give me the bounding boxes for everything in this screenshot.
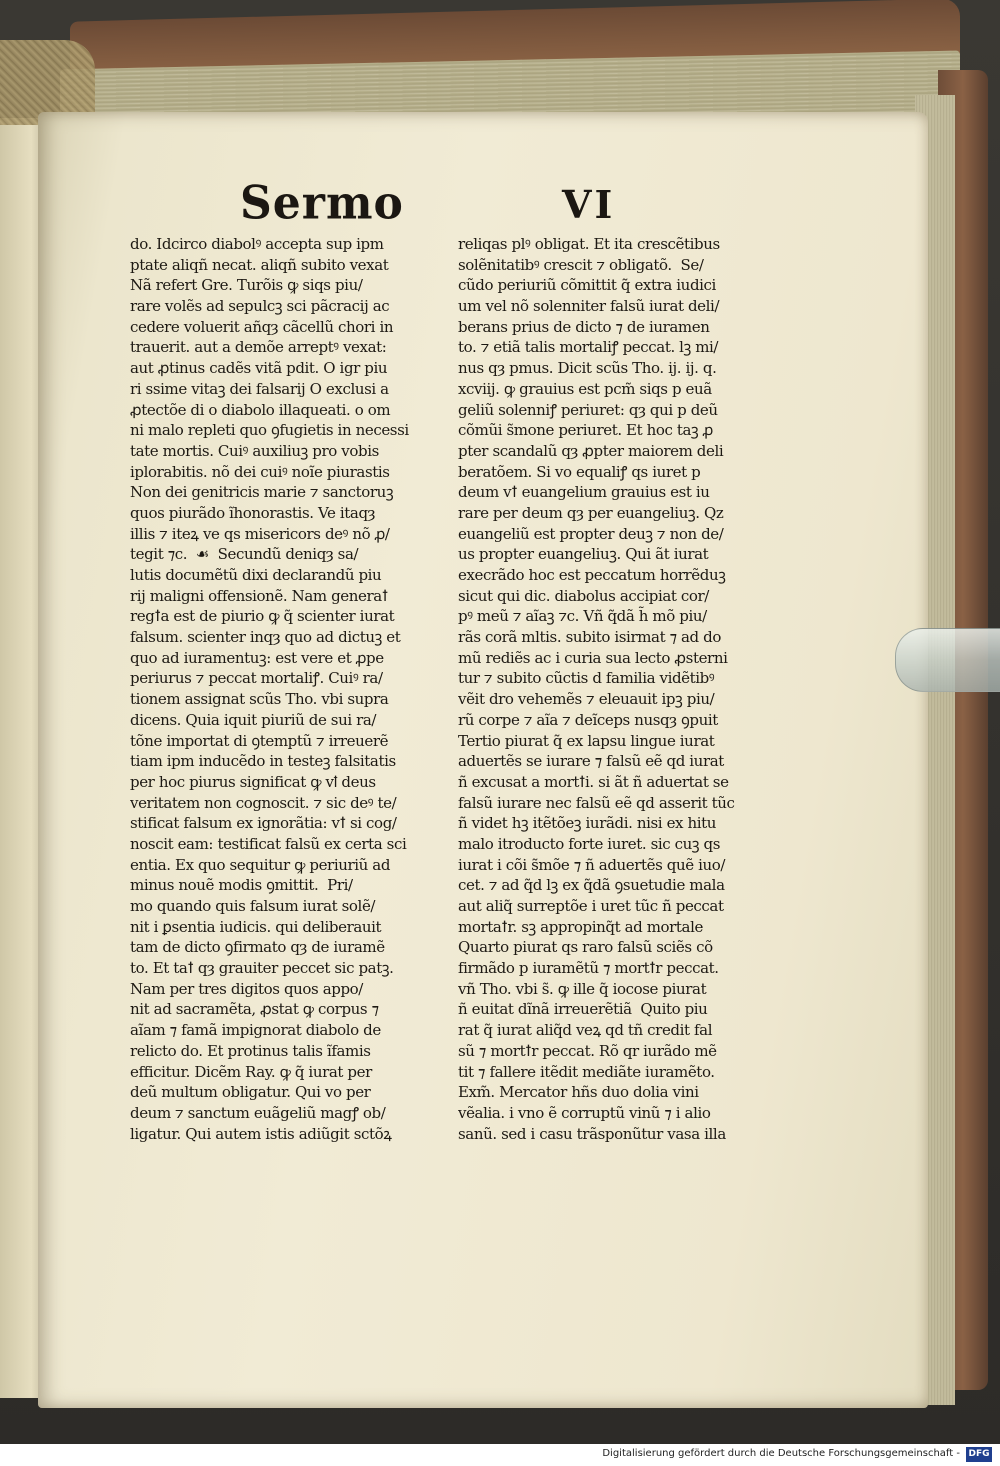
text-line: aduertẽs se iurare ⁊ falsũ eẽ qd iurat — [458, 752, 724, 771]
text-line: ri ssime vitaꝫ dei falsarij O exclusi a — [130, 379, 389, 398]
text-line: sanũ. sed i casu trãsponũtur vasa illa — [458, 1124, 726, 1143]
text-line: us propter euangeliuꝫ. Qui ãt iurat — [458, 545, 709, 564]
text-line: iurat i cõi s̃mõe ⁊ ñ aduertẽs quẽ iuo/ — [458, 855, 726, 874]
text-line: xcviij. ꝙ grauius est pcm̃ siqs p euã — [458, 379, 712, 398]
text-line: sũ ⁊ mortꝉr peccat. Rõ qr iurãdo mẽ — [458, 1041, 717, 1060]
text-line: tur ⁊ subito cũctis d familia vidẽtibꝰ — [458, 669, 715, 688]
text-line: vẽit dro vehemẽs ⁊ eleuauit ipꝫ piu/ — [458, 690, 715, 709]
text-column-left — [130, 234, 455, 1144]
text-line: rare volẽs ad sepulcꝫ sci pãcracij ac — [130, 297, 390, 316]
text-line: periurus ⁊ peccat mortaliꝭ. Cuiꝰ ra/ — [130, 669, 383, 688]
footer-bar — [0, 1444, 1000, 1466]
text-line: cedere voluerit añqȝ cãcellũ chori in — [130, 317, 394, 336]
text-line: tiam ipm inducẽdo in testeꝫ falsitatis — [130, 752, 396, 771]
text-line: ñ euitat dĩnã irreuerẽtiã Quito piu — [458, 1000, 708, 1019]
text-line: falsũ iurare nec falsũ eẽ qd asserit tũc — [458, 793, 735, 812]
text-line: ptate aliqñ necat. aliqñ subito vexat — [130, 255, 389, 274]
text-line: Tertio piurat q̃ ex lapsu lingue iurat — [458, 731, 715, 750]
text-line: Nam per tres digitos quos appo/ — [130, 979, 363, 998]
text-line: ni malo repleti quo ꝯfugietis in necessi — [130, 421, 409, 440]
text-line: rij maligni offensionẽ. Nam generaꝉ — [130, 586, 388, 605]
text-line: veritatem non cognoscit. ⁊ sic deꝰ te/ — [130, 793, 397, 812]
text-line: trauerit. aut a demõe arreptꝰ vexat: — [130, 338, 387, 357]
text-line: nit i ꝑsentia iudicis. qui deliberauit — [130, 917, 382, 936]
text-line: minus nouẽ modis ꝯmittit. Pri/ — [130, 876, 353, 895]
text-line: pter scandalũ qȝ ꝓpter maiorem deli — [458, 441, 724, 460]
text-line: falsum. scienter inqȝ quo ad dictuꝫ et — [130, 628, 401, 647]
text-line: illis ⁊ iteꝝ ve qs misericors deꝰ nõ ꝓ/ — [130, 524, 390, 543]
text-line: tate mortis. Cuiꝰ auxiliuꝫ pro vobis — [130, 441, 379, 460]
text-line: ñ excusat a mortꝉi. si ãt ñ aduertat se — [458, 772, 729, 791]
sermon-number: VI — [562, 182, 616, 227]
text-line: sicut qui dic. diabolus accipiat cor/ — [458, 586, 709, 605]
text-line: aut aliq̃ surreptõe i uret tũc ñ peccat — [458, 897, 724, 915]
funding-credit: Digitalisierung gefördert durch die Deutsche Forschungsgemeinschaft - — [602, 1448, 960, 1459]
text-line: cũdo periuriũ cõmittit q̃ extra iudici — [458, 276, 716, 295]
text-line: beratõem. Si vo equaliꝭ qs iuret p — [458, 462, 701, 481]
text-line: noscit eam: testificat falsũ ex certa sci — [130, 834, 407, 853]
text-line: mo quando quis falsum iurat solẽ/ — [130, 897, 376, 915]
text-line: tegit ⁊c. ☙ Secundũ deniqȝ sa/ — [130, 545, 359, 564]
text-line: relicto do. Et protinus talis ĩfamis — [130, 1041, 371, 1060]
text-line: to. Et taꝉ qȝ grauiter peccet sic patꝫ. — [130, 959, 394, 978]
text-line: geliũ solenniꝭ periuret: qȝ qui p deũ — [458, 400, 718, 419]
text-line: tionem assignat scũs Tho. vbi supra — [130, 690, 389, 709]
text-line: vẽalia. i vno ẽ corruptũ vinũ ⁊ i alio — [458, 1103, 711, 1122]
text-line: execrãdo hoc est peccatum horrẽduꝫ — [458, 566, 726, 584]
text-line: rat q̃ iurat aliq̃d veꝝ qd tñ credit fal — [458, 1021, 713, 1040]
text-line: stificat falsum ex ignorãtia: vꝉ si cog/ — [130, 814, 397, 833]
text-line: firmãdo p iuramẽtũ ⁊ mortꝉr peccat. — [458, 959, 719, 978]
text-line: rãs corã mltis. subito isirmat ⁊ ad do — [458, 628, 721, 647]
text-line: per hoc piurus significat ꝙ vꝉ deus — [130, 772, 376, 791]
text-line: vñ Tho. vbi s̃. ꝙ ille q̃ iocose piurat — [458, 979, 707, 998]
dfg-logo-icon: DFG — [966, 1447, 992, 1462]
text-line: deũ multum obligatur. Qui vo per — [130, 1083, 371, 1102]
text-line: ligatur. Qui autem istis adiũgit sctõꝝ — [130, 1124, 392, 1143]
running-title: Sermo — [240, 176, 404, 231]
text-line: mũ rediẽs ac i curia sua lecto ꝓsterni — [458, 648, 728, 667]
text-line: rũ corpe ⁊ aĩa ⁊ deĩceps nusqȝ ꝯpuit — [458, 710, 718, 729]
text-line: euangeliũ est propter deuꝫ ⁊ non de/ — [458, 524, 724, 543]
text-line: quos piurãdo ĩhonorastis. Ve itaqȝ — [130, 503, 376, 522]
text-column-right — [458, 234, 778, 1144]
text-line: deum vꝉ euangelium grauius est iu — [458, 483, 710, 502]
text-line: efficitur. Dicẽm Ray. ꝙ q̃ iurat per — [130, 1062, 372, 1081]
text-line: lutis documẽtũ dixi declarandũ piu — [130, 566, 382, 584]
text-line: cet. ⁊ ad q̃d lꝫ ex q̃dã ꝯsuetudie mala — [458, 876, 725, 895]
text-line: ꝓtectõe di o diabolo illaqueati. o om — [130, 400, 391, 419]
text-line: cõmũi s̃mone periuret. Et hoc taꝫ ꝓ — [458, 421, 713, 440]
text-line: tit ⁊ fallere itẽdit mediãte iuramẽto. — [458, 1062, 715, 1081]
text-line: malo itroducto forte iuret. sic cuꝫ qs — [458, 834, 721, 853]
text-line: Exm̃. Mercator hñs duo dolia vini — [458, 1083, 699, 1102]
text-line: tõne importat di ꝯtemptũ ⁊ irreuerẽ — [130, 731, 389, 750]
text-line: solẽnitatibꝰ crescit ⁊ obligatõ. Se/ — [458, 255, 704, 274]
text-line: quo ad iuramentuꝫ: est vere et ꝓpe — [130, 648, 384, 667]
text-line: aĩam ⁊ famã impignorat diabolo de — [130, 1021, 381, 1040]
text-line: do. Idcirco diabolꝰ accepta sup ipm — [130, 235, 384, 253]
text-line: rare per deum qȝ per euangeliuꝫ. Qz — [458, 503, 724, 522]
text-line: dicens. Quia iquit piuriũ de sui ra/ — [130, 710, 377, 729]
text-line: tam de dicto ꝯfirmato qȝ de iuramẽ — [130, 938, 385, 957]
text-line: entia. Ex quo sequitur ꝙ periuriũ ad — [130, 855, 391, 874]
text-line: ñ videt hꝫ itẽtõeꝫ iurãdi. nisi ex hitu — [458, 814, 717, 833]
text-line: nus qȝ pmus. Dicit scũs Tho. ij. ij. q. — [458, 359, 717, 378]
text-line: Quarto piurat qs raro falsũ sciẽs cõ — [458, 938, 713, 957]
text-line: regꝉa est de piurio ꝙ q̃ scienter iurat — [130, 607, 395, 626]
text-line: mortaꝉr. sꝫ appropinq̃t ad mortale — [458, 917, 703, 936]
text-line: iplorabitis. nõ dei cuiꝰ noĩe piurastis — [130, 462, 390, 481]
text-line: to. ⁊ etiã talis mortaliꝭ peccat. lꝫ mi/ — [458, 338, 719, 357]
text-line: berans prius de dicto ⁊ de iuramen — [458, 317, 710, 336]
text-line: aut ꝓtinus cadẽs vitã pdit. O igr piu — [130, 359, 388, 378]
text-line: Nã refert Gre. Turõis ꝙ siqs piu/ — [130, 276, 363, 295]
text-line: um vel nõ solenniter falsũ iurat deli/ — [458, 297, 720, 316]
text-line: deum ⁊ sanctum euãgeliũ magꝭ ob/ — [130, 1103, 386, 1122]
page-header — [0, 178, 1000, 238]
text-line: nit ad sacramẽta, ꝓstat ꝙ corpus ⁊ — [130, 1000, 379, 1019]
text-line: pꝰ meũ ⁊ aĩaꝫ ⁊c. Vñ q̃dã h̃ mõ piu/ — [458, 607, 707, 626]
text-line: Non dei genitricis marie ⁊ sanctoruꝫ — [130, 483, 394, 502]
page-marker-clip — [895, 628, 1000, 692]
text-line: reliqas plꝰ obligat. Et ita crescẽtibus — [458, 235, 720, 253]
